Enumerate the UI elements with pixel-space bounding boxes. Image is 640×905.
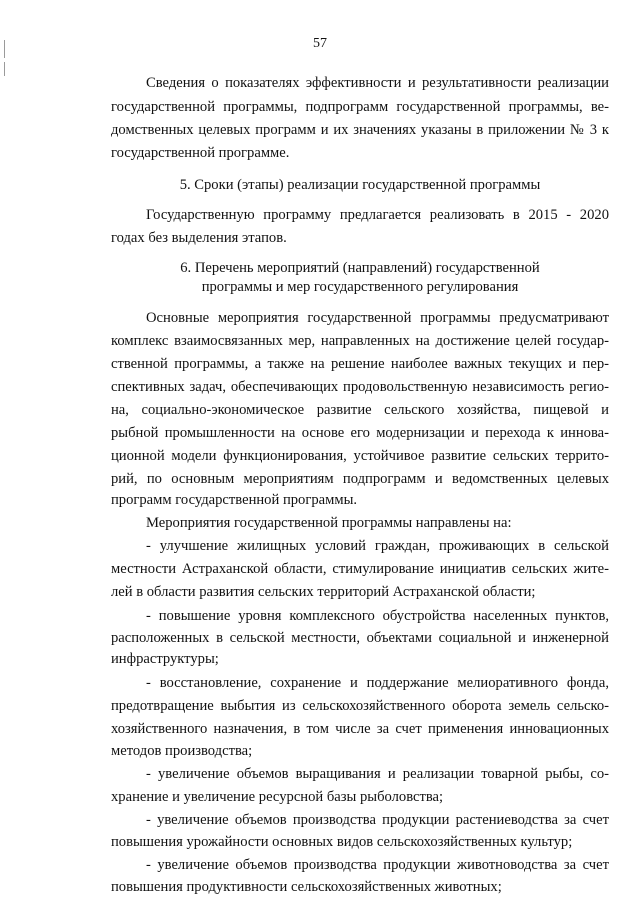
text-line: - увеличение объемов производства продукции животноводства за счет (146, 857, 609, 873)
text-line: методов производства; (111, 743, 253, 759)
text-line: повышения продуктивности сельскохозяйственных животных; (111, 879, 502, 895)
text-line: рий, по основным мероприятиям подпрограмм и ведомственных целевых (111, 471, 609, 487)
scan-edge-mark (4, 62, 5, 76)
text-line: - улучшение жилищных условий граждан, проживающих в сельской (146, 538, 609, 554)
text-line: ционной модели функционирования, устойчивое развитие сельских террито- (111, 448, 609, 464)
text-line: ственной программы, а также на решение наиболее важных текущих и пер- (111, 356, 609, 372)
text-line: Сведения о показателях эффективности и результативности реализации (146, 75, 609, 91)
text-line: государственной программе. (111, 145, 290, 161)
text-line: комплекс взаимосвязанных мер, направленных на достижение целей государ- (111, 333, 609, 349)
text-line: рыбной промышленности на основе его модернизации и перехода к иннова- (111, 425, 609, 441)
text-line: - восстановление, сохранение и поддержание мелиоративного фонда, (146, 675, 609, 691)
heading-line: 6. Перечень мероприятий (направлений) государственной (180, 260, 540, 276)
text-line: - увеличение объемов выращивания и реализации товарной рыбы, со- (146, 766, 609, 782)
text-line: Государственную программу предлагается реализовать в 2015 - 2020 (146, 207, 609, 223)
page-number: 57 (313, 36, 327, 51)
text-line: инфраструктуры; (111, 651, 219, 667)
text-line: - повышение уровня комплексного обустройства населенных пунктов, (146, 608, 609, 624)
text-line: местности Астраханской области, стимулирование инициатив сельских жите- (111, 561, 609, 577)
list-intro: Мероприятия государственной программы направлены на: (146, 515, 512, 531)
text-line: на, социально-экономическое развитие сельского хозяйства, пищевой и (111, 402, 609, 418)
heading-line: программы и мер государственного регулирования (201, 279, 519, 295)
text-line: Основные мероприятия государственной программы предусматривают (146, 310, 609, 326)
text-line: хранение и увеличение ресурсной базы рыболовства; (111, 789, 444, 805)
text-line: спективных задач, обеспечивающих продовольственную независимость регио- (111, 379, 609, 395)
text-line: повышения урожайности основных видов сельскохозяйственных культур; (111, 834, 573, 850)
section-5-heading: 5. Сроки (этапы) реализации государственной программы (179, 177, 541, 193)
text-line: лей в области развития сельских территорий Астраханской области; (111, 584, 536, 600)
text-line: хозяйственного назначения, в том числе за счет применения инновационных (111, 721, 609, 737)
text-line: годах без выделения этапов. (111, 230, 287, 246)
text-line: расположенных в сельской местности, объектами социальной и инженерной (111, 630, 609, 646)
text-line: государственной программы, подпрограмм государственной программы, ве- (111, 99, 609, 115)
text-line: домственных целевых программ и их значениях указаны в приложении № 3 к (111, 122, 609, 138)
text-line: программ государственной программы. (111, 492, 358, 508)
text-line: предотвращение выбытия из сельскохозяйственного оборота земель сельско- (111, 698, 609, 714)
text-line: - увеличение объемов производства продукции растениеводства за счет (146, 812, 609, 828)
